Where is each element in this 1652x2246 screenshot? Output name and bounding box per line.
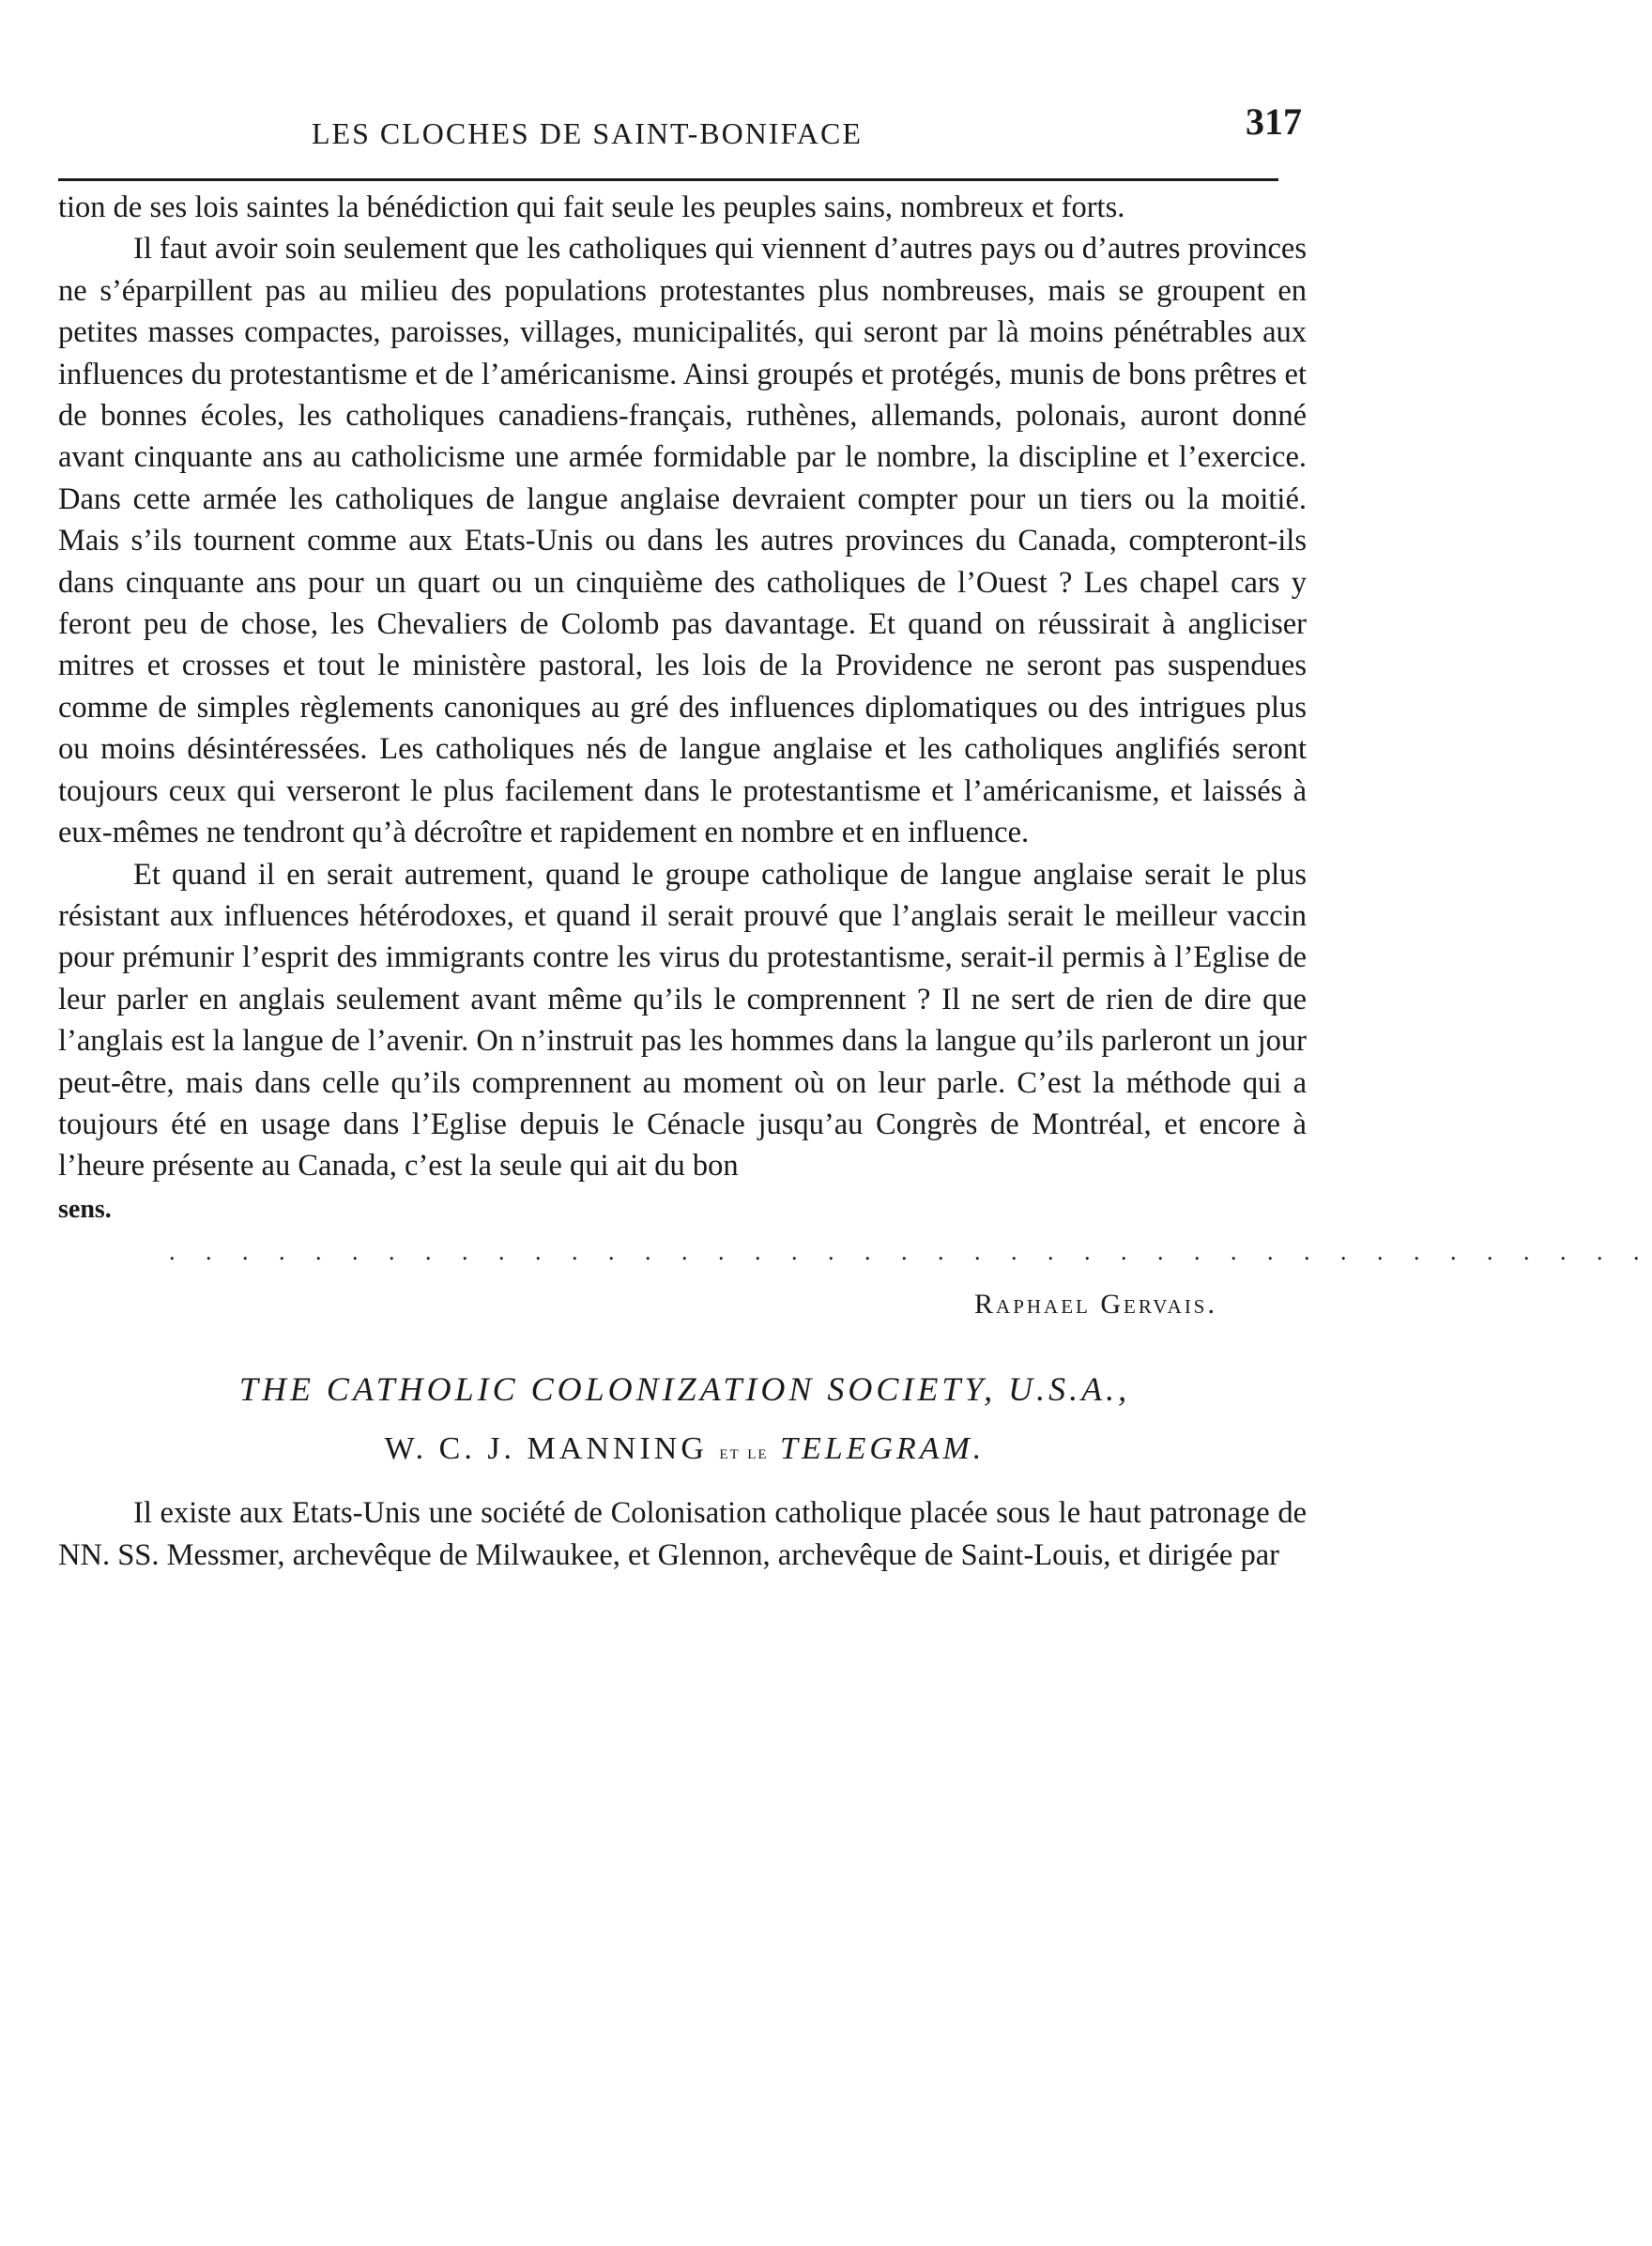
dotted-separator: . . . . . . . . . . . . . . . . . . . . . . . . . . . . . . . . . . . . . . . . . — [169, 1238, 1652, 1266]
header-rule — [58, 178, 1278, 181]
paragraph-last-word: sens. — [58, 1194, 112, 1224]
article-subtitle — [58, 1426, 1311, 1475]
subtitle-newspaper: TELEGRAM. — [780, 1431, 986, 1467]
main-text — [58, 187, 1307, 1230]
author-signature: Raphael Gervais. — [974, 1289, 1217, 1321]
paragraph-continuation: tion de ses lois saintes la bénédiction qui fait seule les peuples sains, nombreux et forts. — [58, 191, 1125, 224]
paragraph-language-text: Et quand il en serait autrement, quand le groupe catholique de langue anglaise serait le plus résistant aux influences hétérodoxes, et quand il serait prouvé que l’anglais serait le meilleur vaccin pour prémunir l’esprit des immigrants contre les virus du protestantisme, serait-il permis à l’Eglise de leur parler en anglais seulement avant même qu’ils le comprennent ? Il ne sert de rien de dire que l’anglais est la langue de l’avenir. On n’instruit pas les hommes dans la langue qu’ils parleront un jour peut-être, mais dans celle qu’ils comprennent au moment où on leur parle. C’est la méthode qui a toujours été en usage dans l’Eglise depuis le Cénacle jusqu’au Congrès de Montréal, et encore à l’heure présente au Canada, c’est la seule qui ait du bon — [58, 857, 1307, 1184]
article-paragraph: Il existe aux Etats-Unis une société de Colonisation catholique placée sous le haut patronage de NN. SS. Messmer, archevêque de Milwaukee, et Glennon, archevêque de Saint-Louis, et dirigée par — [58, 1496, 1307, 1572]
running-head — [58, 94, 1311, 160]
subtitle-name: W. C. J. MANNING — [384, 1431, 708, 1467]
paragraph-catholic-groups: Il faut avoir soin seulement que les catholiques qui viennent d’autres pays ou d’autres provinces ne s’éparpillent pas au milieu des populations protestantes plus nombreuses, mais se groupent en petites masses compactes, paroisses, villages, municipalités, qui seront par là moins pénétrables aux influences du protestantisme et de l’américanisme. Ainsi groupés et protégés, munis de bons prêtres et de bonnes écoles, les catholiques canadiens-français, ruthènes, allemands, polonais, auront donné avant cinquante ans au catholicisme une armée formidable par le nombre, la discipline et l’exercice. Dans cette armée les catholiques de langue anglaise devraient compter pour un tiers ou la moitié. Mais s’ils tournent comme aux Etats-Unis ou dans les autres provinces du Canada, compteront-ils dans cinquante ans pour un quart ou un cinquième des catholiques de l’Ouest ? Les chapel cars y feront peu de chose, les Chevaliers de Colomb pas davantage. Et quand on réussirait à angliciser mitres et crosses et tout le ministère pastoral, les lois de la Providence ne seront pas suspendues comme de simples règlements canoniques au gré des influences diplomatiques ou des intrigues plus ou moins désintéressées. Les catholiques nés de langue anglaise et les catholiques anglifiés seront toujours ceux qui verseront le plus facilement dans le protestantisme et l’américanisme, et laissés à eux-mêmes ne tendront qu’à décroître et rapidement en nombre et en influence. — [58, 232, 1307, 850]
article-title: THE CATHOLIC COLONIZATION SOCIETY, U.S.A., — [238, 1370, 1131, 1409]
page-number: 317 — [1246, 100, 1302, 143]
article-text — [58, 1492, 1307, 1576]
paragraph-language — [58, 854, 1307, 1231]
subtitle-conjunction: et le — [719, 1440, 769, 1464]
running-title: LES CLOCHES DE SAINT-BONIFACE — [312, 116, 863, 150]
book-page — [58, 94, 1652, 1576]
